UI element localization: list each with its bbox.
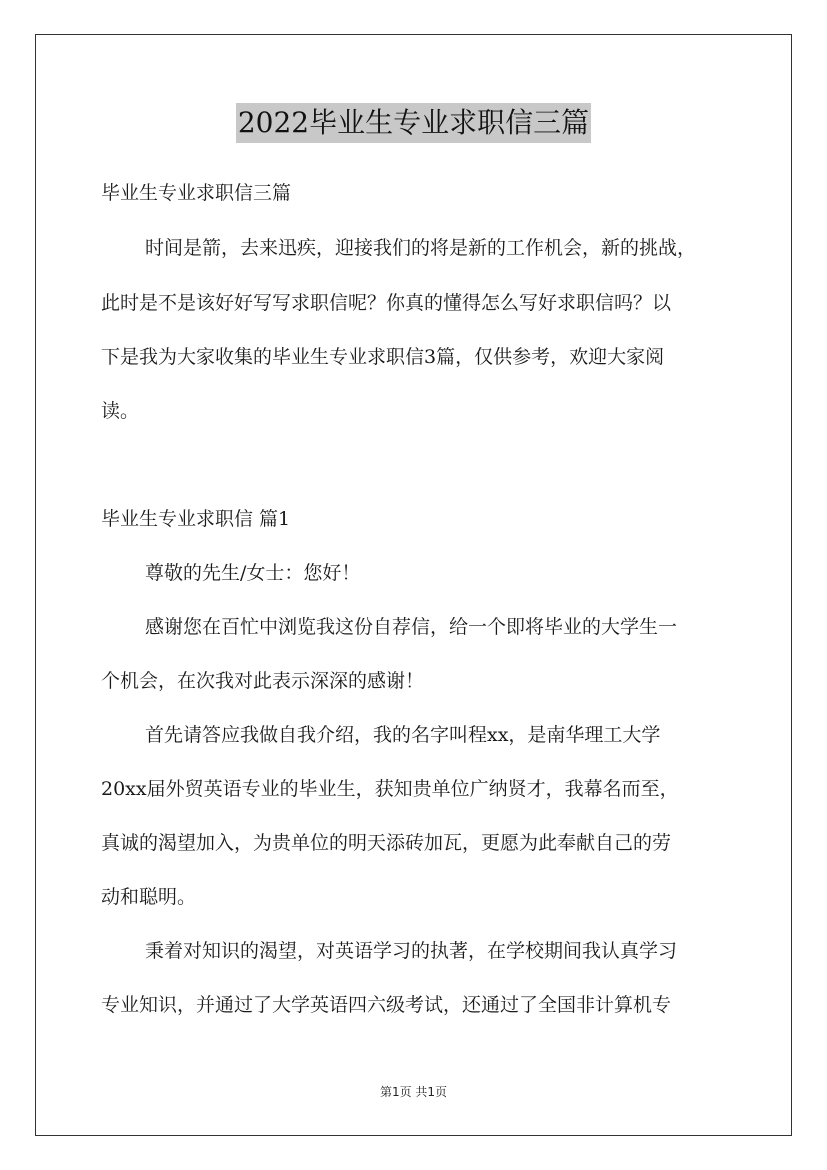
paragraph-line: 真诚的渴望加入，为贵单位的明天添砖加瓦，更愿为此奉献自己的劳 bbox=[101, 832, 672, 854]
intro-line: 此时是不是该好好写写求职信呢？你真的懂得怎么写好求职信吗？以 bbox=[101, 292, 672, 314]
paragraph-line: 秉着对知识的渴望，对英语学习的执著，在学校期间我认真学习 bbox=[145, 940, 678, 962]
intro-line: 时间是箭，去来迅疾，迎接我们的将是新的工作机会，新的挑战， bbox=[145, 237, 697, 259]
intro-line: 读。 bbox=[101, 400, 140, 422]
paragraph-line: 感谢您在百忙中浏览我这份自荐信，给一个即将毕业的大学生一 bbox=[145, 616, 678, 638]
salutation: 尊敬的先生/女士：您好！ bbox=[145, 562, 361, 584]
section-heading: 毕业生专业求职信 篇1 bbox=[101, 508, 291, 530]
document-title: 2022毕业生专业求职信三篇 bbox=[236, 103, 591, 143]
paragraph-line: 动和聪明。 bbox=[101, 886, 197, 908]
paragraph-line: 20xx届外贸英语专业的毕业生，获知贵单位广纳贤才，我幕名而至， bbox=[101, 778, 679, 800]
page-footer: 第1页 共1页 bbox=[379, 1085, 448, 1099]
subtitle: 毕业生专业求职信三篇 bbox=[101, 182, 292, 204]
intro-line: 下是我为大家收集的毕业生专业求职信3篇，仅供参考，欢迎大家阅 bbox=[101, 346, 665, 368]
paragraph-line: 首先请答应我做自我介绍，我的名字叫程xx，是南华理工大学 bbox=[145, 724, 661, 746]
paragraph-line: 个机会，在次我对此表示深深的感谢！ bbox=[101, 670, 425, 692]
title-container bbox=[0, 103, 827, 143]
paragraph-line: 专业知识，并通过了大学英语四六级考试，还通过了全国非计算机专 bbox=[101, 994, 672, 1016]
